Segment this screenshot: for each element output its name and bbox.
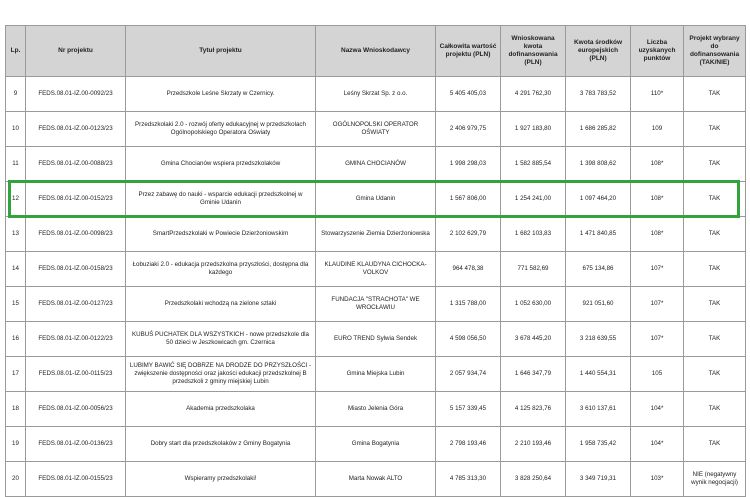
cell-tytul-projektu: Dobry start dla przedszkolaków z Gminy Bogatynia	[126, 427, 316, 462]
cell-projekt-wybrany: TAK	[684, 112, 746, 147]
cell-nr-projektu: FEDS.08.01-IZ.00-0127/23	[26, 287, 126, 322]
header-wnioskowana-kwota: Wnioskowana kwota dofinansowania (PLN)	[501, 26, 566, 77]
cell-kwota-srodkow: 1 398 808,62	[566, 147, 631, 182]
cell-nr-projektu: FEDS.08.01-IZ.00-0088/23	[26, 147, 126, 182]
cell-wnioskowana-kwota: 1 927 183,80	[501, 112, 566, 147]
table-row	[6, 322, 746, 357]
cell-calkowita-wartosc: 5 157 339,45	[436, 392, 501, 427]
cell-projekt-wybrany: TAK	[684, 357, 746, 392]
cell-calkowita-wartosc: 1 998 298,03	[436, 147, 501, 182]
table-row-highlighted	[6, 182, 746, 217]
cell-wnioskowana-kwota: 4 125 823,76	[501, 392, 566, 427]
cell-nr-projektu: FEDS.08.01-IZ.00-0092/23	[26, 77, 126, 112]
cell-nazwa-wnioskodawcy: Stowarzyszenie Ziemia Dzierżoniowska	[316, 217, 436, 252]
cell-nr-projektu: FEDS.08.01-IZ.00-0115/23	[26, 357, 126, 392]
header-nazwa-wnioskodawcy: Nazwa Wnioskodawcy	[316, 26, 436, 77]
cell-calkowita-wartosc: 964 478,38	[436, 252, 501, 287]
table-row	[6, 77, 746, 112]
cell-kwota-srodkow: 1 958 735,42	[566, 427, 631, 462]
cell-lp: 19	[6, 427, 26, 462]
cell-liczba-punktow: 107*	[631, 322, 684, 357]
cell-tytul-projektu: Przedszkole Leśne Skrzaty w Czernicy.	[126, 77, 316, 112]
cell-tytul-projektu: Łobuziaki 2.0 - edukacja przedszkolna przyszłości, dostępna dla każdego	[126, 252, 316, 287]
cell-wnioskowana-kwota: 1 254 241,00	[501, 182, 566, 217]
cell-nazwa-wnioskodawcy: GMINA CHOCIANÓW	[316, 147, 436, 182]
cell-wnioskowana-kwota: 2 210 193,46	[501, 427, 566, 462]
cell-nazwa-wnioskodawcy: Miasto Jelenia Góra	[316, 392, 436, 427]
cell-projekt-wybrany: TAK	[684, 392, 746, 427]
cell-wnioskowana-kwota: 1 052 630,00	[501, 287, 566, 322]
cell-nazwa-wnioskodawcy: FUNDACJA "STRACHOTA" WE WROCŁAWIU	[316, 287, 436, 322]
cell-liczba-punktow: 108*	[631, 217, 684, 252]
cell-tytul-projektu: KUBUŚ PUCHATEK DLA WSZYSTKICH - nowe przedszkole dla 50 dzieci w Jeszkowicach gm. Czernica	[126, 322, 316, 357]
cell-nr-projektu: FEDS.08.01-IZ.00-0155/23	[26, 462, 126, 497]
cell-kwota-srodkow: 921 051,60	[566, 287, 631, 322]
cell-tytul-projektu: SmartPrzedszkolaki w Powiecie Dzierżoniowskim	[126, 217, 316, 252]
table-body	[6, 77, 746, 497]
cell-nr-projektu: FEDS.08.01-IZ.00-0136/23	[26, 427, 126, 462]
cell-lp: 14	[6, 252, 26, 287]
cell-calkowita-wartosc: 2 102 629,79	[436, 217, 501, 252]
cell-liczba-punktow: 109	[631, 112, 684, 147]
cell-lp: 11	[6, 147, 26, 182]
cell-lp: 16	[6, 322, 26, 357]
table-row	[6, 392, 746, 427]
cell-nazwa-wnioskodawcy: Leśny Skrzat Sp. z o.o.	[316, 77, 436, 112]
cell-tytul-projektu: Przez zabawę do nauki - wsparcie edukacji przedszkolnej w Gminie Udanin	[126, 182, 316, 217]
cell-lp: 20	[6, 462, 26, 497]
header-liczba-punktow: Liczba uzyskanych punktów	[631, 26, 684, 77]
cell-calkowita-wartosc: 1 567 806,00	[436, 182, 501, 217]
cell-liczba-punktow: 104*	[631, 392, 684, 427]
cell-kwota-srodkow: 3 783 783,52	[566, 77, 631, 112]
cell-liczba-punktow: 104*	[631, 427, 684, 462]
header-lp: Lp.	[6, 26, 26, 77]
cell-liczba-punktow: 107*	[631, 287, 684, 322]
cell-calkowita-wartosc: 2 798 193,46	[436, 427, 501, 462]
cell-tytul-projektu: Przedszkolaki wchodzą na zielone szlaki	[126, 287, 316, 322]
cell-liczba-punktow: 107*	[631, 252, 684, 287]
projects-table	[5, 25, 746, 497]
cell-tytul-projektu: Gmina Chocianów wspiera przedszkolaków	[126, 147, 316, 182]
cell-calkowita-wartosc: 4 598 056,50	[436, 322, 501, 357]
cell-wnioskowana-kwota: 771 582,69	[501, 252, 566, 287]
cell-liczba-punktow: 105	[631, 357, 684, 392]
cell-nazwa-wnioskodawcy: KLAUDINE KLAUDYNA CICHOCKA-VOLKOV	[316, 252, 436, 287]
cell-wnioskowana-kwota: 1 646 347,79	[501, 357, 566, 392]
header-tytul-projektu: Tytuł projektu	[126, 26, 316, 77]
cell-nr-projektu: FEDS.08.01-IZ.00-0152/23	[26, 182, 126, 217]
cell-lp: 18	[6, 392, 26, 427]
cell-nr-projektu: FEDS.08.01-IZ.00-0158/23	[26, 252, 126, 287]
cell-nazwa-wnioskodawcy: Gmina Udanin	[316, 182, 436, 217]
cell-kwota-srodkow: 3 610 137,61	[566, 392, 631, 427]
cell-nazwa-wnioskodawcy: EURO TREND Sylwia Sendek	[316, 322, 436, 357]
cell-projekt-wybrany: TAK	[684, 427, 746, 462]
cell-wnioskowana-kwota: 1 682 103,83	[501, 217, 566, 252]
cell-kwota-srodkow: 1 097 464,20	[566, 182, 631, 217]
cell-wnioskowana-kwota: 3 828 250,64	[501, 462, 566, 497]
table-row	[6, 357, 746, 392]
cell-tytul-projektu: LUBIMY BAWIĆ SIĘ DOBRZE NA DRODZE DO PRZYSZŁOŚCI - zwiększenie dostępności oraz jakości edukacji przedszkolnej B przedszkoli z gminy miejskiej Lubin	[126, 357, 316, 392]
cell-tytul-projektu: Akademia przedszkolaka	[126, 392, 316, 427]
cell-tytul-projektu: Przedszkolaki 2.0 - rozwój oferty edukacyjnej w przedszkolach Ogólnopolskiego Operatora Oświaty	[126, 112, 316, 147]
cell-projekt-wybrany: TAK	[684, 217, 746, 252]
cell-projekt-wybrany: TAK	[684, 147, 746, 182]
cell-nr-projektu: FEDS.08.01-IZ.00-0123/23	[26, 112, 126, 147]
cell-projekt-wybrany: NIE (negatywny wynik negocjacji)	[684, 462, 746, 497]
cell-projekt-wybrany: TAK	[684, 322, 746, 357]
cell-wnioskowana-kwota: 4 291 762,30	[501, 77, 566, 112]
cell-lp: 17	[6, 357, 26, 392]
cell-liczba-punktow: 108*	[631, 182, 684, 217]
cell-projekt-wybrany: TAK	[684, 182, 746, 217]
table-row	[6, 217, 746, 252]
cell-calkowita-wartosc: 5 405 405,03	[436, 77, 501, 112]
cell-calkowita-wartosc: 2 406 979,75	[436, 112, 501, 147]
cell-lp: 10	[6, 112, 26, 147]
cell-nazwa-wnioskodawcy: Gmina Miejska Lubin	[316, 357, 436, 392]
table-row	[6, 112, 746, 147]
cell-kwota-srodkow: 1 686 285,82	[566, 112, 631, 147]
cell-tytul-projektu: Wspieramy przedszkolaki!	[126, 462, 316, 497]
cell-projekt-wybrany: TAK	[684, 252, 746, 287]
cell-nr-projektu: FEDS.08.01-IZ.00-0122/23	[26, 322, 126, 357]
cell-wnioskowana-kwota: 1 582 885,54	[501, 147, 566, 182]
cell-kwota-srodkow: 1 471 840,85	[566, 217, 631, 252]
cell-calkowita-wartosc: 4 785 313,30	[436, 462, 501, 497]
cell-calkowita-wartosc: 2 057 934,74	[436, 357, 501, 392]
cell-calkowita-wartosc: 1 315 788,00	[436, 287, 501, 322]
cell-nazwa-wnioskodawcy: Gmina Bogatynia	[316, 427, 436, 462]
table-row	[6, 147, 746, 182]
table-header-row	[6, 26, 746, 77]
cell-liczba-punktow: 110*	[631, 77, 684, 112]
cell-liczba-punktow: 108*	[631, 147, 684, 182]
cell-wnioskowana-kwota: 3 678 445,20	[501, 322, 566, 357]
header-calkowita-wartosc: Całkowita wartość projektu (PLN)	[436, 26, 501, 77]
header-kwota-srodkow: Kwota środków europejskich (PLN)	[566, 26, 631, 77]
header-nr-projektu: Nr projektu	[26, 26, 126, 77]
cell-projekt-wybrany: TAK	[684, 77, 746, 112]
cell-nr-projektu: FEDS.08.01-IZ.00-0056/23	[26, 392, 126, 427]
cell-nr-projektu: FEDS.08.01-IZ.00-0098/23	[26, 217, 126, 252]
table-row	[6, 462, 746, 497]
cell-kwota-srodkow: 3 349 719,31	[566, 462, 631, 497]
table-row	[6, 287, 746, 322]
cell-liczba-punktow: 103*	[631, 462, 684, 497]
cell-lp: 12	[6, 182, 26, 217]
cell-lp: 9	[6, 77, 26, 112]
table-row	[6, 427, 746, 462]
cell-nazwa-wnioskodawcy: Marta Nowak ALTO	[316, 462, 436, 497]
header-projekt-wybrany: Projekt wybrany do dofinansowania (TAK/NIE)	[684, 26, 746, 77]
table-row	[6, 252, 746, 287]
cell-lp: 15	[6, 287, 26, 322]
cell-projekt-wybrany: TAK	[684, 287, 746, 322]
cell-kwota-srodkow: 675 134,86	[566, 252, 631, 287]
cell-kwota-srodkow: 3 218 639,55	[566, 322, 631, 357]
cell-lp: 13	[6, 217, 26, 252]
cell-kwota-srodkow: 1 440 554,31	[566, 357, 631, 392]
cell-nazwa-wnioskodawcy: OGÓLNOPOLSKI OPERATOR OŚWIATY	[316, 112, 436, 147]
